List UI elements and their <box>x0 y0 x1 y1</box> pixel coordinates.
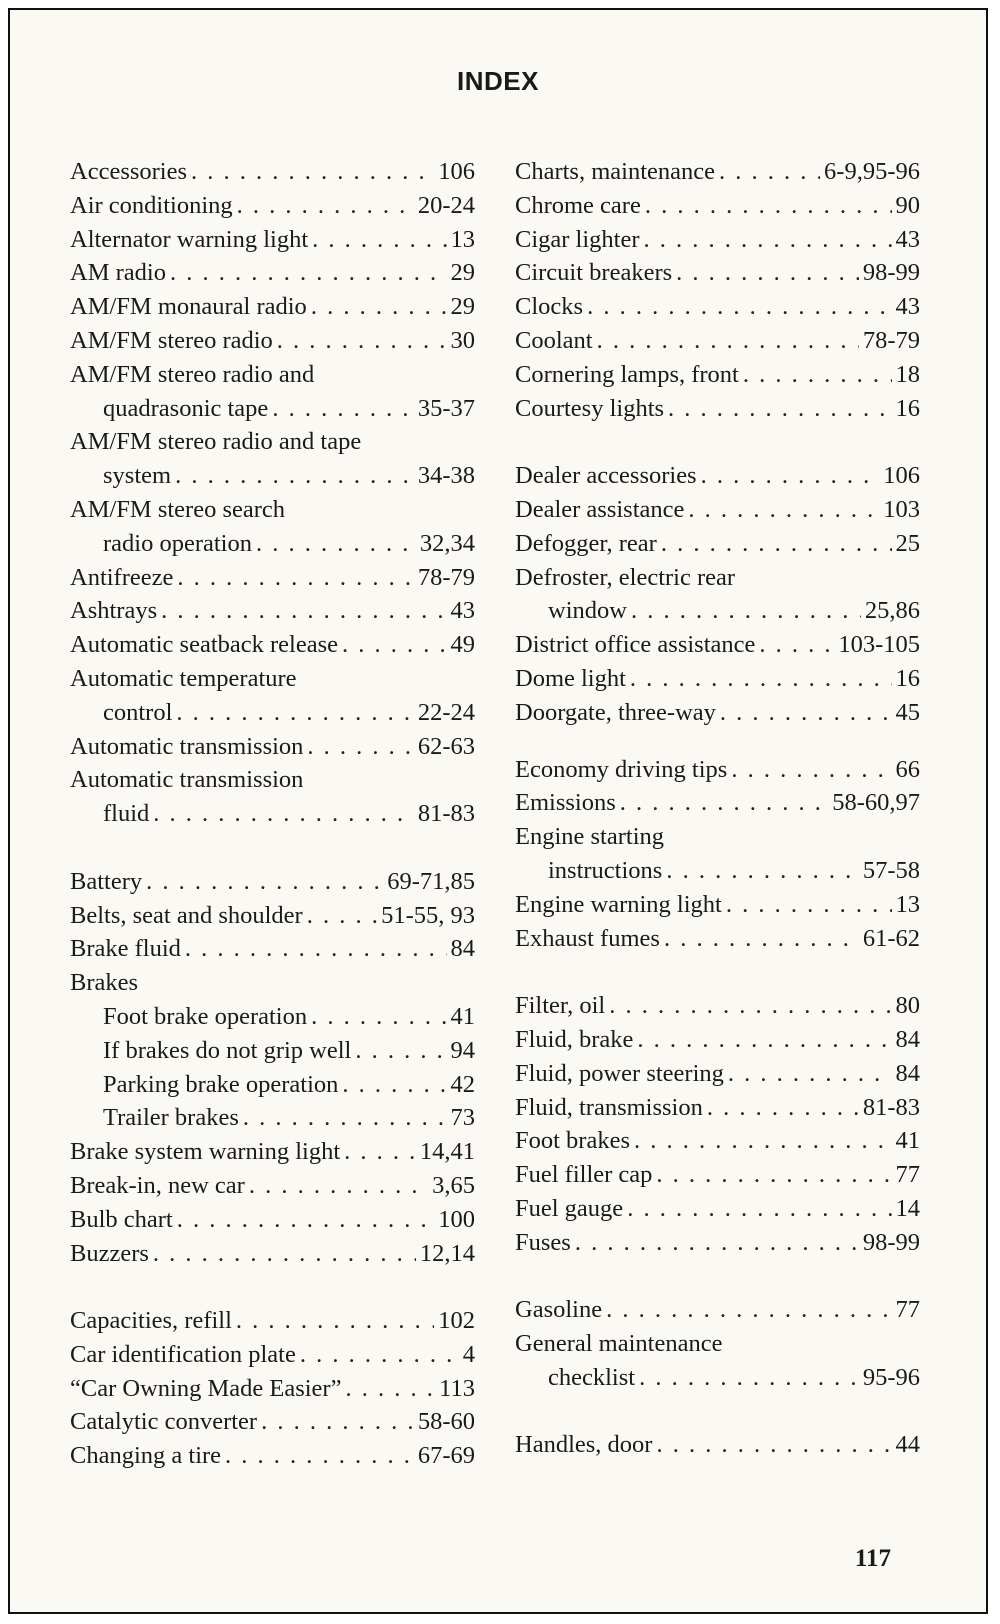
entry-term: AM/FM stereo radio and tape <box>70 428 362 456</box>
index-entry <box>70 1439 475 1473</box>
entry-pages: 22-24 <box>417 698 475 726</box>
entry-pages: 106 <box>883 462 920 490</box>
index-entry <box>70 493 475 527</box>
entry-term: system <box>103 462 172 490</box>
index-subentry <box>70 1000 475 1034</box>
entry-term: Coolant <box>515 326 593 354</box>
entry-term: Emissions <box>515 789 616 817</box>
index-entry <box>515 459 920 493</box>
index-entry <box>515 820 920 854</box>
entry-pages: 58-60,97 <box>832 789 920 817</box>
entry-pages: 25,86 <box>864 597 920 625</box>
entry-pages: 16 <box>895 394 920 422</box>
entry-term: Engine starting <box>515 823 665 851</box>
entry-term: checklist <box>548 1363 636 1391</box>
entry-term: Gasoline <box>515 1296 603 1324</box>
leader-dots <box>153 797 414 831</box>
entry-term: Dealer accessories <box>515 462 697 490</box>
entry-pages: 32,34 <box>419 529 475 557</box>
entry-pages: 4 <box>462 1340 475 1368</box>
entry-pages: 14,41 <box>419 1138 475 1166</box>
index-entry <box>70 561 475 595</box>
leader-dots <box>185 932 447 966</box>
leader-dots <box>661 527 892 561</box>
entry-pages: 43 <box>895 225 920 253</box>
leader-dots <box>609 989 891 1023</box>
entry-pages: 25 <box>895 529 920 557</box>
leader-dots <box>688 493 879 527</box>
entry-term: Accessories <box>70 158 188 185</box>
entry-pages: 94 <box>450 1036 475 1064</box>
entry-pages: 45 <box>895 698 920 726</box>
entry-pages: 77 <box>895 1296 920 1324</box>
entry-pages: 30 <box>450 326 475 354</box>
entry-pages: 44 <box>895 1431 920 1459</box>
entry-pages: 6-9,95-96 <box>824 158 920 185</box>
entry-pages: 29 <box>450 293 475 321</box>
entry-term: Filter, oil <box>515 992 606 1020</box>
index-page <box>8 8 988 1614</box>
entry-term: Cornering lamps, front <box>515 360 739 388</box>
leader-dots <box>345 1372 435 1406</box>
leader-dots <box>153 1237 416 1271</box>
leader-dots <box>249 1169 428 1203</box>
entry-term: Charts, maintenance <box>515 158 716 185</box>
leader-dots <box>637 1023 891 1057</box>
leader-dots <box>664 922 859 956</box>
entry-pages: 98-99 <box>862 1228 920 1256</box>
entry-pages: 84 <box>895 1059 920 1087</box>
index-entry <box>70 628 475 662</box>
index-entry-continuation <box>70 459 475 493</box>
entry-pages: 49 <box>450 631 475 659</box>
entry-pages: 3,65 <box>432 1171 475 1199</box>
leader-dots <box>575 1226 859 1260</box>
entry-pages: 51-55, 93 <box>381 901 475 929</box>
index-entry <box>70 1338 475 1372</box>
index-column-left <box>70 155 475 1473</box>
leader-dots <box>312 223 446 257</box>
index-entry <box>515 1023 920 1057</box>
entry-term: Air conditioning <box>70 191 233 219</box>
index-entry <box>70 155 475 189</box>
entry-term: Dome light <box>515 664 626 692</box>
entry-term: Fluid, transmission <box>515 1093 703 1121</box>
entry-term: Fluid, brake <box>515 1025 634 1053</box>
entry-term: Foot brake operation <box>103 1002 308 1030</box>
leader-dots <box>175 459 414 493</box>
entry-term: Chrome care <box>515 191 641 219</box>
entry-term: Defroster, electric rear <box>515 563 736 591</box>
leader-dots <box>161 594 446 628</box>
entry-pages: 69-71,85 <box>387 867 475 895</box>
index-entry <box>70 763 475 797</box>
leader-dots <box>728 1057 892 1091</box>
entry-pages: 90 <box>895 191 920 219</box>
leader-dots <box>176 696 413 730</box>
index-entry-continuation <box>70 797 475 831</box>
entry-term: AM/FM stereo search <box>70 495 286 523</box>
entry-term: Doorgate, three-way <box>515 698 716 726</box>
index-entry <box>515 662 920 696</box>
index-entry <box>515 753 920 787</box>
index-entry <box>70 730 475 764</box>
index-entry <box>515 561 920 595</box>
leader-dots <box>701 459 880 493</box>
entry-term: instructions <box>548 856 663 884</box>
entry-term: Automatic seatback release <box>70 631 339 659</box>
entry-pages: 41 <box>450 1002 475 1030</box>
index-entry <box>515 1091 920 1125</box>
entry-term: Brake fluid <box>70 935 181 963</box>
index-entry <box>515 989 920 1023</box>
index-entry <box>515 1124 920 1158</box>
leader-dots <box>300 1338 459 1372</box>
leader-dots <box>597 324 859 358</box>
entry-pages: 95-96 <box>862 1363 920 1391</box>
entry-pages: 57-58 <box>862 856 920 884</box>
entry-term: Defogger, rear <box>515 529 657 557</box>
entry-pages: 67-69 <box>417 1442 475 1470</box>
leader-dots <box>606 1293 891 1327</box>
index-entry <box>515 888 920 922</box>
entry-pages: 80 <box>895 992 920 1020</box>
index-entry <box>515 392 920 426</box>
entry-term: Circuit breakers <box>515 259 673 287</box>
index-entry <box>515 628 920 662</box>
leader-dots <box>237 189 414 223</box>
entry-term: Fuel gauge <box>515 1194 624 1222</box>
entry-term: Trailer brakes <box>103 1104 239 1132</box>
index-entry-continuation <box>515 594 920 628</box>
leader-dots <box>225 1439 414 1473</box>
index-entry <box>515 223 920 257</box>
index-entry <box>70 966 475 1000</box>
entry-term: Capacities, refill <box>70 1307 232 1335</box>
index-entry <box>515 786 920 820</box>
entry-pages: 78-79 <box>862 326 920 354</box>
leader-dots <box>726 888 892 922</box>
index-entry <box>70 324 475 358</box>
leader-dots <box>668 392 891 426</box>
entry-pages: 29 <box>450 259 475 287</box>
index-column-right <box>515 155 920 1462</box>
index-entry <box>515 696 920 730</box>
section-gap <box>515 425 920 459</box>
entry-term: radio operation <box>103 529 252 557</box>
index-entry <box>515 1327 920 1361</box>
entry-pages: 113 <box>439 1374 475 1402</box>
entry-pages: 61-62 <box>862 924 920 952</box>
leader-dots <box>261 1405 414 1439</box>
leader-dots <box>656 1428 891 1462</box>
entry-term: Cigar lighter <box>515 225 640 253</box>
entry-pages: 62-63 <box>417 732 475 760</box>
page-number: 117 <box>854 1545 891 1572</box>
entry-pages: 13 <box>450 225 475 253</box>
index-entry <box>70 223 475 257</box>
entry-pages: 58-60 <box>417 1408 475 1436</box>
index-entry <box>515 1428 920 1462</box>
leader-dots <box>587 290 891 324</box>
entry-term: quadrasonic tape <box>103 394 269 422</box>
index-entry <box>70 358 475 392</box>
entry-term: AM/FM monaural radio <box>70 293 307 321</box>
entry-pages: 81-83 <box>862 1093 920 1121</box>
leader-dots <box>311 290 447 324</box>
entry-term: Automatic transmission <box>70 732 304 760</box>
entry-term: Car identification plate <box>70 1340 296 1368</box>
entry-term: Antifreeze <box>70 563 174 591</box>
leader-dots <box>307 730 413 764</box>
entry-term: Battery <box>70 867 143 895</box>
entry-term: Alternator warning light <box>70 225 309 253</box>
index-subentry <box>70 1068 475 1102</box>
entry-pages: 13 <box>895 890 920 918</box>
entry-pages: 18 <box>895 360 920 388</box>
entry-pages: 84 <box>450 935 475 963</box>
entry-pages: 12,14 <box>419 1239 475 1267</box>
page-title: INDEX <box>457 66 539 96</box>
entry-term: Break-in, new car <box>70 1171 245 1199</box>
leader-dots <box>277 324 447 358</box>
index-entry <box>70 1169 475 1203</box>
leader-dots <box>630 662 892 696</box>
leader-dots <box>170 256 447 290</box>
entry-term: window <box>548 597 627 625</box>
index-entry <box>70 290 475 324</box>
index-entry <box>70 1405 475 1439</box>
entry-pages: 103-105 <box>838 631 920 659</box>
index-entry <box>70 932 475 966</box>
entry-pages: 100 <box>438 1205 475 1233</box>
entry-term: Handles, door <box>515 1431 653 1459</box>
leader-dots <box>342 628 446 662</box>
index-entry <box>70 865 475 899</box>
index-entry <box>515 155 920 189</box>
leader-dots <box>731 753 891 787</box>
entry-term: Fuel filler cap <box>515 1161 653 1189</box>
index-entry <box>515 324 920 358</box>
entry-term: fluid <box>103 800 150 828</box>
index-entry-continuation <box>515 854 920 888</box>
index-entry <box>70 1203 475 1237</box>
section-gap <box>70 1270 475 1304</box>
entry-term: Automatic transmission <box>70 766 304 794</box>
leader-dots <box>743 358 892 392</box>
leader-dots <box>759 628 834 662</box>
entry-term: AM/FM stereo radio <box>70 326 273 354</box>
entry-pages: 42 <box>450 1070 475 1098</box>
index-subentry <box>70 1034 475 1068</box>
leader-dots <box>344 1135 416 1169</box>
entry-term: Buzzers <box>70 1239 149 1267</box>
entry-term: Fluid, power steering <box>515 1059 724 1087</box>
index-entry <box>70 899 475 933</box>
index-entry <box>515 1226 920 1260</box>
leader-dots <box>634 1124 892 1158</box>
leader-dots <box>656 1158 891 1192</box>
index-entry <box>70 189 475 223</box>
entry-term: Dealer assistance <box>515 495 685 523</box>
index-entry-continuation <box>70 392 475 426</box>
entry-term: Clocks <box>515 293 584 321</box>
entry-term: General maintenance <box>515 1330 723 1358</box>
leader-dots <box>720 696 892 730</box>
entry-term: If brakes do not grip well <box>103 1036 352 1064</box>
section-gap <box>515 1260 920 1294</box>
entry-term: Brakes <box>70 969 139 997</box>
leader-dots <box>146 865 383 899</box>
index-entry-continuation <box>70 527 475 561</box>
entry-pages: 73 <box>450 1104 475 1132</box>
index-entry <box>70 425 475 459</box>
entry-term: Catalytic converter <box>70 1408 258 1436</box>
entry-term: Economy driving tips <box>515 755 728 783</box>
entry-pages: 78-79 <box>417 563 475 591</box>
section-gap <box>515 730 920 753</box>
index-entry-continuation <box>515 1361 920 1395</box>
index-entry <box>515 256 920 290</box>
leader-dots <box>627 1192 891 1226</box>
entry-term: AM radio <box>70 259 166 287</box>
leader-dots <box>639 1361 859 1395</box>
index-entry <box>515 1158 920 1192</box>
entry-term: Bulb chart <box>70 1205 173 1233</box>
index-entry-continuation <box>70 696 475 730</box>
entry-term: Fuses <box>515 1228 571 1256</box>
entry-term: Changing a tire <box>70 1442 222 1470</box>
leader-dots <box>177 1203 435 1237</box>
entry-term: Automatic temperature <box>70 664 297 692</box>
entry-term: AM/FM stereo radio and <box>70 360 315 388</box>
leader-dots <box>307 899 377 933</box>
entry-term: Exhaust fumes <box>515 924 660 952</box>
index-entry <box>70 1372 475 1406</box>
entry-term: Engine warning light <box>515 890 722 918</box>
entry-pages: 84 <box>895 1025 920 1053</box>
index-entry <box>515 358 920 392</box>
index-entry <box>515 1192 920 1226</box>
leader-dots <box>676 256 859 290</box>
leader-dots <box>645 189 892 223</box>
entry-pages: 66 <box>895 755 920 783</box>
index-entry <box>70 256 475 290</box>
entry-term: Belts, seat and shoulder <box>70 901 303 929</box>
entry-term: “Car Owning Made Easier” <box>70 1374 342 1402</box>
entry-term: Brake system warning light <box>70 1138 341 1166</box>
leader-dots <box>236 1304 434 1338</box>
leader-dots <box>243 1101 447 1135</box>
entry-pages: 34-38 <box>417 462 475 490</box>
index-entry <box>515 1293 920 1327</box>
leader-dots <box>191 155 434 189</box>
entry-pages: 14 <box>895 1194 920 1222</box>
entry-pages: 20-24 <box>417 191 475 219</box>
entry-pages: 102 <box>438 1307 475 1335</box>
entry-term: Foot brakes <box>515 1127 630 1155</box>
section-gap <box>515 955 920 989</box>
entry-pages: 103 <box>883 495 920 523</box>
leader-dots <box>666 854 858 888</box>
leader-dots <box>644 223 892 257</box>
entry-term: Ashtrays <box>70 597 158 625</box>
index-entry <box>515 493 920 527</box>
index-entry <box>515 922 920 956</box>
index-entry <box>70 1237 475 1271</box>
index-entry <box>70 662 475 696</box>
entry-pages: 35-37 <box>417 394 475 422</box>
index-subentry <box>70 1101 475 1135</box>
entry-pages: 106 <box>438 158 475 185</box>
entry-term: Courtesy lights <box>515 394 665 422</box>
section-gap <box>515 1395 920 1429</box>
leader-dots <box>311 1000 446 1034</box>
leader-dots <box>177 561 413 595</box>
entry-term: Parking brake operation <box>103 1070 339 1098</box>
entry-pages: 77 <box>895 1161 920 1189</box>
index-entry <box>70 1304 475 1338</box>
leader-dots <box>342 1068 446 1102</box>
index-entry <box>515 1057 920 1091</box>
entry-term: District office assistance <box>515 631 756 659</box>
leader-dots <box>256 527 416 561</box>
leader-dots <box>620 786 828 820</box>
leader-dots <box>719 155 820 189</box>
entry-pages: 16 <box>895 664 920 692</box>
index-entry <box>515 290 920 324</box>
entry-pages: 98-99 <box>862 259 920 287</box>
leader-dots <box>272 392 414 426</box>
entry-pages: 81-83 <box>417 800 475 828</box>
index-entry <box>70 1135 475 1169</box>
leader-dots <box>707 1091 859 1125</box>
entry-pages: 43 <box>895 293 920 321</box>
leader-dots <box>355 1034 446 1068</box>
leader-dots <box>631 594 861 628</box>
index-entry <box>70 594 475 628</box>
entry-term: control <box>103 698 173 726</box>
entry-pages: 43 <box>450 597 475 625</box>
index-entry <box>515 527 920 561</box>
index-entry <box>515 189 920 223</box>
section-gap <box>70 831 475 865</box>
entry-pages: 41 <box>895 1127 920 1155</box>
